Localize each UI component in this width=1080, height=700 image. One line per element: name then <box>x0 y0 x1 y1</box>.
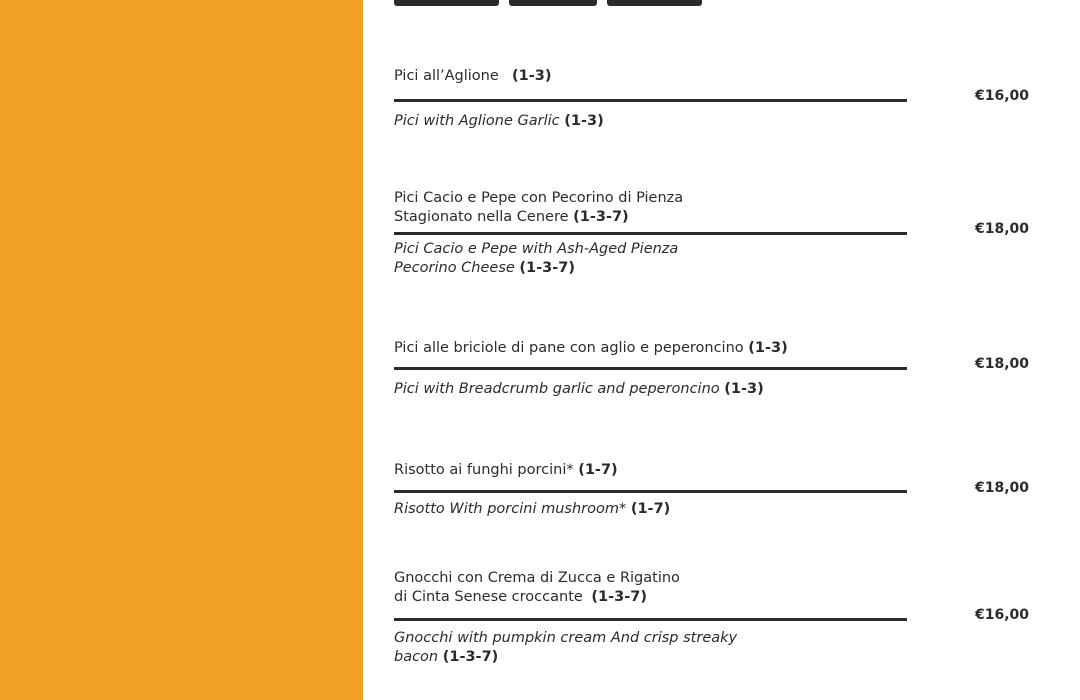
dish-name-line: Stagionato nella Cenere <box>394 209 569 225</box>
price: €18,00 <box>975 480 1030 496</box>
price: €18,00 <box>975 221 1030 237</box>
price: €16,00 <box>975 607 1030 623</box>
menu-item <box>394 67 1054 131</box>
allergen-codes: (1-3) <box>564 113 604 129</box>
allergen-codes: (1-3-7) <box>442 649 499 665</box>
dish-name-line: Risotto ai funghi porcini* <box>394 462 574 478</box>
italian-dish-name <box>394 189 907 227</box>
menu-content <box>394 0 1054 700</box>
allergen-codes: (1-3-7) <box>519 260 575 276</box>
dish-name-line: Pici alle briciole di pane con aglio e peperoncino <box>394 340 744 356</box>
italian-dish-name <box>394 461 907 480</box>
dish-name-line: bacon <box>394 649 439 665</box>
dish-name-line: Gnocchi with pumpkin cream And crisp streaky <box>394 630 738 646</box>
menu-item <box>394 569 1054 667</box>
cropped-section-heading <box>394 0 724 6</box>
menu-item <box>394 339 1054 399</box>
dish-name-line: Pici all’Aglione <box>394 68 499 84</box>
divider-rule <box>394 232 907 235</box>
menu-item <box>394 461 1054 519</box>
allergen-codes: (1-3) <box>748 340 788 356</box>
dish-name-line: Pici with Breadcrumb garlic and peperoncino <box>394 381 720 397</box>
decorative-side-band <box>0 0 363 700</box>
dish-name-line: di Cinta Senese croccante <box>394 589 583 605</box>
allergen-codes: (1-3-7) <box>591 589 647 605</box>
price: €16,00 <box>975 88 1030 104</box>
dish-name-line: Risotto With porcini mushroom* <box>394 501 627 517</box>
italian-dish-name <box>394 569 907 607</box>
dish-name-line: Gnocchi con Crema di Zucca e Rigatino <box>394 570 680 586</box>
english-dish-name <box>394 380 907 399</box>
divider-rule <box>394 490 907 493</box>
dish-name-line: Pici Cacio e Pepe con Pecorino di Pienza <box>394 190 684 206</box>
dish-name-line: Pici with Aglione Garlic <box>394 113 560 129</box>
dish-name-line: Pecorino Cheese <box>394 260 515 276</box>
italian-dish-name <box>394 339 907 358</box>
english-dish-name <box>394 500 907 519</box>
menu-item <box>394 189 1054 278</box>
divider-rule <box>394 618 907 621</box>
allergen-codes: (1-7) <box>578 462 618 478</box>
allergen-codes: (1-3) <box>724 381 764 397</box>
dish-name-line: Pici Cacio e Pepe with Ash-Aged Pienza <box>394 241 679 257</box>
english-dish-name <box>394 629 907 667</box>
allergen-codes: (1-3-7) <box>573 209 629 225</box>
divider-rule <box>394 367 907 370</box>
english-dish-name <box>394 240 907 278</box>
allergen-codes: (1-3) <box>512 68 552 84</box>
english-dish-name <box>394 112 907 131</box>
divider-rule <box>394 99 907 102</box>
allergen-codes: (1-7) <box>630 501 671 517</box>
price: €18,00 <box>975 356 1030 372</box>
